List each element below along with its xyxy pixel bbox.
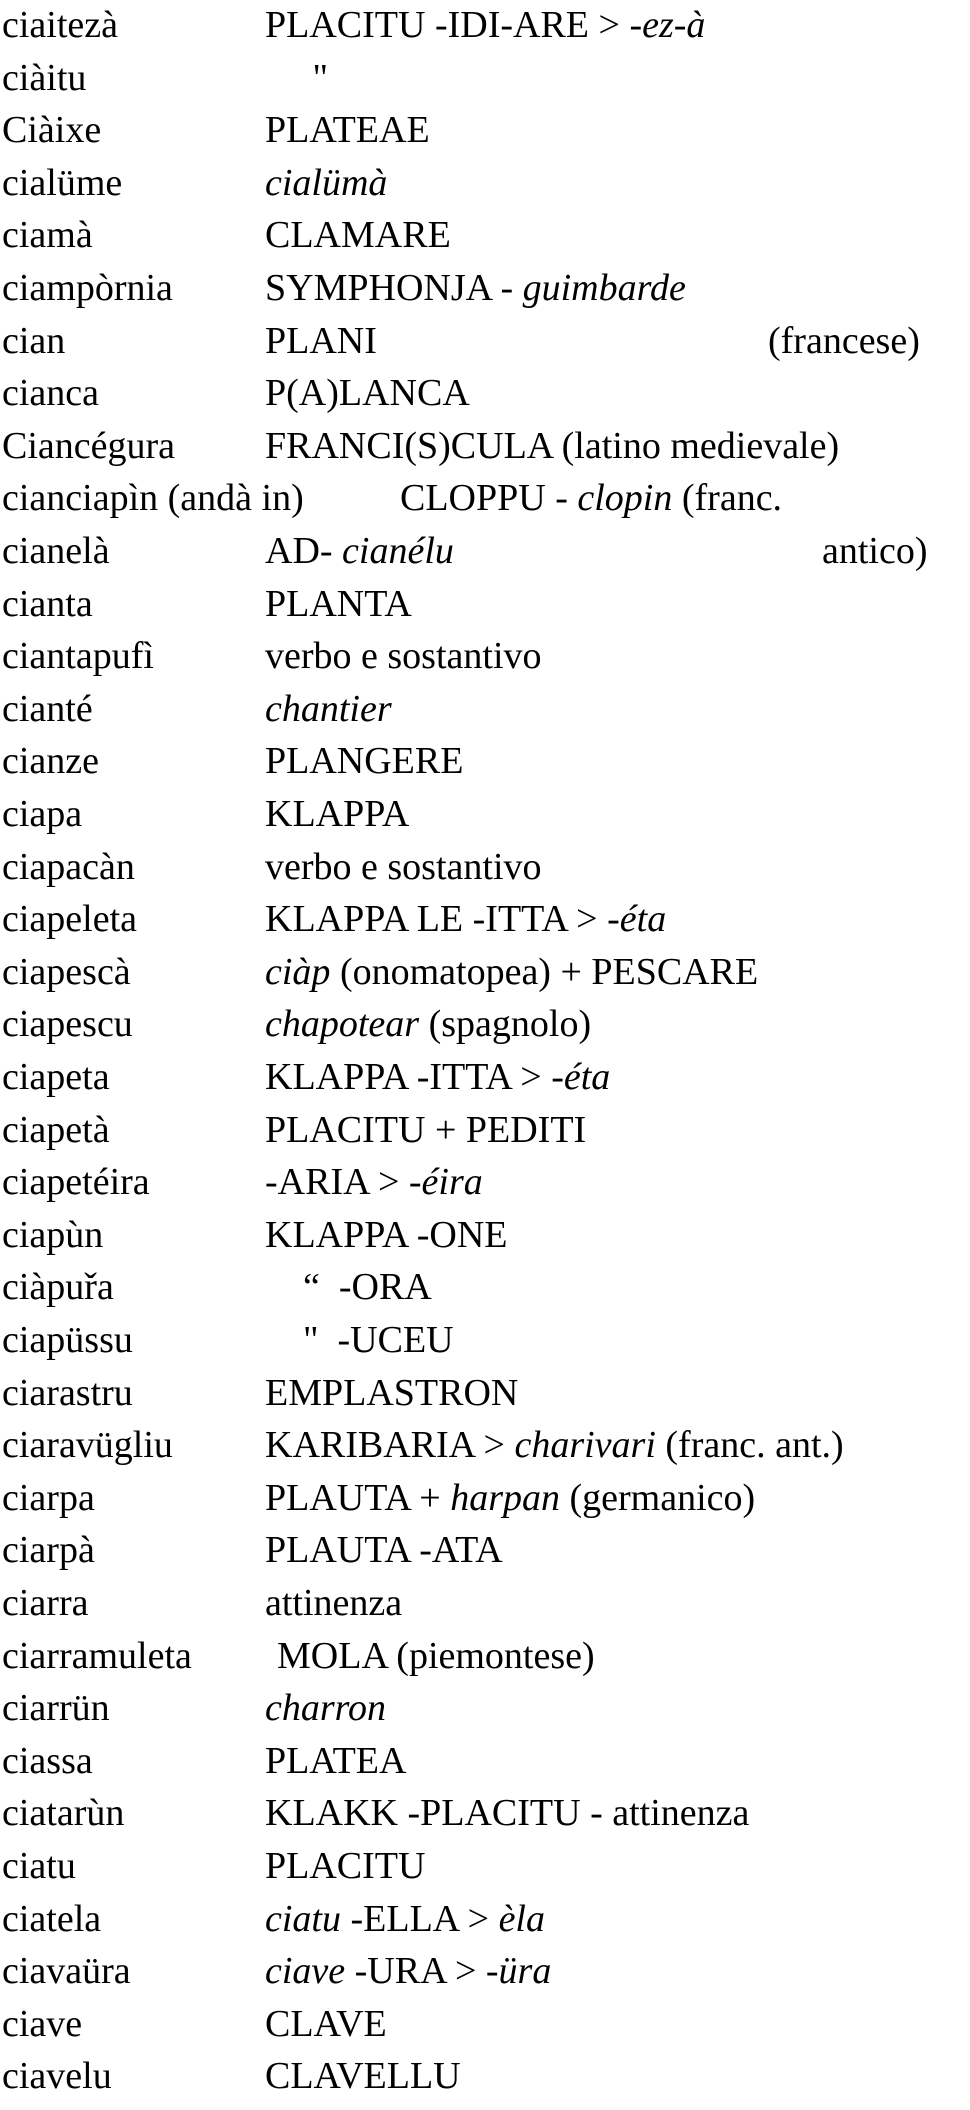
dictionary-entry (0, 999, 970, 1052)
etymology-segment: PLAUTA -ATA (265, 1529, 503, 1572)
entry-term: ciarpa (2, 1476, 95, 1519)
entry-term: ciavelu (2, 2055, 112, 2098)
entry-etymology (265, 372, 470, 415)
etymology-segment: -ARIA > (265, 1161, 409, 1204)
dictionary-entry (0, 947, 970, 1000)
etymology-segment: KLAPPA -ONE (265, 1213, 508, 1256)
entry-term: ciapetà (2, 1108, 110, 1151)
etymology-segment: KLAPPA LE -ITTA > (265, 898, 608, 941)
dictionary-entry (0, 1315, 970, 1368)
dictionary-entry (0, 1210, 970, 1263)
etymology-segment: CLAMARE (265, 214, 451, 257)
dictionary-entry (0, 2051, 970, 2104)
etymology-segment: CLAVELLU (265, 2055, 461, 2098)
entry-etymology (265, 161, 388, 204)
dictionary-entry (0, 1368, 970, 1421)
entry-etymology (265, 1897, 545, 1940)
etymology-italic-segment: chantier (265, 687, 392, 730)
entry-etymology (265, 1371, 519, 1414)
entry-term: ciapacàn (2, 845, 135, 888)
entry-etymology (277, 1634, 595, 1677)
entry-etymology (265, 1529, 503, 1572)
etymology-segment: " (265, 56, 329, 99)
dictionary-entry (0, 1999, 970, 2052)
etymology-segment: KARIBARIA > (265, 1424, 515, 1467)
dictionary-entry (0, 684, 970, 737)
entry-etymology (265, 1687, 387, 1730)
dictionary-entry (0, 368, 970, 421)
etymology-italic-segment: -éta (607, 898, 667, 941)
etymology-italic-segment: cialümà (265, 161, 388, 204)
etymology-segment: EMPLASTRON (265, 1371, 519, 1414)
entry-term: ciave (2, 2002, 83, 2045)
dictionary-entry (0, 210, 970, 263)
dictionary-entry (0, 789, 970, 842)
dictionary-entry (0, 1788, 970, 1841)
entry-etymology (265, 424, 840, 467)
entry-etymology (265, 1792, 750, 1835)
entry-note: antico) (822, 530, 928, 572)
entry-etymology (265, 2055, 461, 2098)
etymology-italic-segment: -éira (408, 1161, 483, 1204)
etymology-segment: verbo e sostantivo (265, 635, 542, 678)
etymology-italic-segment: ciatu (265, 1897, 341, 1940)
etymology-segment: PLAUTA + (265, 1476, 451, 1519)
entry-term: ciarrün (2, 1687, 110, 1730)
etymology-segment: PLANGERE (265, 740, 464, 783)
etymology-segment: PLATEA (265, 1739, 407, 1782)
etymology-segment: CLAVE (265, 2002, 387, 2045)
dictionary-entry (0, 1736, 970, 1789)
entry-term: ciàpuřa (2, 1266, 114, 1309)
entry-etymology (265, 1739, 407, 1782)
entry-etymology (265, 950, 759, 993)
etymology-segment: -URA > (345, 1950, 486, 1993)
etymology-segment: (germanico) (559, 1476, 756, 1519)
entry-term: ciapetéira (2, 1161, 150, 1204)
etymology-segment: " -UCEU (265, 1319, 454, 1361)
entry-etymology (265, 269, 686, 307)
entry-term: ciatu (2, 1845, 76, 1887)
etymology-italic-segment: -ez-à (629, 4, 706, 46)
dictionary-entry (0, 473, 970, 526)
entry-etymology (265, 1058, 610, 1096)
dictionary-entry (0, 53, 970, 106)
entry-term: cianta (2, 582, 93, 625)
etymology-segment: PLANTA (265, 582, 412, 625)
entry-etymology (265, 1161, 483, 1204)
dictionary-entry (0, 1683, 970, 1736)
entry-etymology (265, 56, 329, 99)
etymology-italic-segment: ciàp (265, 950, 331, 993)
entry-etymology (265, 109, 430, 152)
dictionary-entry (0, 1473, 970, 1526)
dictionary-entry (0, 1262, 970, 1315)
entry-etymology (400, 477, 783, 520)
entry-etymology (265, 1847, 425, 1885)
entry-etymology (265, 2002, 387, 2045)
entry-term: ciatarùn (2, 1792, 125, 1835)
etymology-segment: KLAPPA (265, 793, 410, 835)
entry-term: ciapùn (2, 1213, 104, 1256)
etymology-segment: (spagnolo) (419, 1003, 592, 1046)
etymology-segment: FRANCI(S)CULA (latino medievale) (265, 424, 840, 467)
entry-etymology (265, 740, 464, 783)
etymology-segment: MOLA (piemontese) (277, 1634, 595, 1677)
entry-term: ciarastru (2, 1371, 133, 1414)
entry-term: cianciapìn (andà in) (2, 477, 304, 520)
entry-term: cialüme (2, 161, 123, 204)
entry-term: ciapescà (2, 950, 131, 993)
entry-term: cianze (2, 740, 100, 783)
entry-etymology (265, 319, 377, 362)
dictionary-entry (0, 0, 970, 53)
etymology-segment: (onomatopea) + PESCARE (330, 950, 759, 993)
etymology-segment: verbo e sostantivo (265, 845, 542, 888)
etymology-italic-segment: charron (265, 1687, 387, 1730)
entry-etymology (265, 1266, 432, 1309)
entry-etymology (265, 898, 667, 941)
dictionary-entry (0, 316, 970, 369)
dictionary-entry (0, 894, 970, 947)
dictionary-entry (0, 631, 970, 684)
entry-term: ciampòrnia (2, 267, 173, 309)
etymology-segment: PLACITU (265, 1845, 426, 1887)
entry-term: cian (2, 319, 66, 362)
entry-etymology (265, 1213, 508, 1256)
entry-etymology (265, 6, 705, 44)
etymology-segment: CLOPPU - (400, 477, 578, 520)
entry-etymology (265, 1108, 587, 1151)
entry-term: ciaitezà (2, 4, 119, 46)
etymology-italic-segment: -üra (485, 1950, 552, 1993)
etymology-segment: (franc. (672, 477, 783, 520)
entry-term: ciapüssu (2, 1319, 133, 1361)
etymology-segment: (franc. ant.) (655, 1424, 844, 1467)
dictionary-entry (0, 1841, 970, 1894)
etymology-italic-segment: charivari (514, 1424, 656, 1467)
etymology-italic-segment: guimbarde (522, 267, 686, 309)
etymology-segment: PLACITU + PEDITI (265, 1108, 587, 1151)
etymology-italic-segment: -éta (551, 1056, 611, 1098)
entry-etymology (265, 214, 451, 257)
etymology-italic-segment: clopin (577, 477, 673, 520)
entry-term: ciarpà (2, 1529, 95, 1572)
dictionary-entry (0, 263, 970, 316)
entry-etymology (265, 687, 392, 730)
entry-etymology (265, 532, 454, 570)
entry-term: Ciàixe (2, 109, 102, 152)
entry-etymology (265, 1003, 592, 1046)
etymology-italic-segment: cianélu (342, 530, 454, 572)
entry-etymology (265, 1950, 552, 1993)
etymology-segment: SYMPHONJA - (265, 267, 523, 309)
entry-term: cianca (2, 372, 100, 415)
etymology-italic-segment: ciave (265, 1950, 346, 1993)
dictionary-entry (0, 579, 970, 632)
entry-etymology (265, 845, 542, 888)
etymology-segment: PLACITU -IDI-ARE > (265, 4, 630, 46)
dictionary-entry (0, 1105, 970, 1158)
entry-term: ciapeta (2, 1056, 110, 1098)
entry-term: ciantapufì (2, 635, 154, 678)
dictionary-entry (0, 842, 970, 895)
entry-term: ciapeleta (2, 898, 138, 941)
entry-etymology (265, 1476, 756, 1519)
entry-term: ciapescu (2, 1003, 133, 1046)
entry-etymology (265, 635, 542, 678)
etymology-segment: “ -ORA (265, 1266, 432, 1309)
entry-term: ciarra (2, 1582, 89, 1624)
etymology-segment: PLATEAE (265, 109, 430, 152)
dictionary-entry (0, 105, 970, 158)
dictionary-entry (0, 158, 970, 211)
entry-term: ciarramuleta (2, 1634, 192, 1677)
dictionary-entry (0, 1894, 970, 1947)
entry-etymology (265, 1321, 454, 1359)
entry-term: ciaravügliu (2, 1424, 173, 1467)
entry-term: cianté (2, 687, 93, 730)
entry-term: cianelà (2, 530, 110, 572)
entry-etymology (265, 1584, 402, 1622)
entry-etymology (265, 1424, 844, 1467)
dictionary-entry (0, 736, 970, 789)
entry-term: ciavaüra (2, 1950, 131, 1993)
entry-term: Ciancégura (2, 424, 176, 467)
entry-etymology (265, 795, 409, 833)
entry-etymology (265, 582, 412, 625)
entry-term: ciatela (2, 1897, 102, 1940)
etymology-segment: attinenza (265, 1582, 403, 1624)
etymology-segment: P(A)LANCA (265, 372, 470, 415)
etymology-segment: KLAKK -PLACITU - attinenza (265, 1792, 750, 1835)
etymology-segment: PLANI (265, 319, 377, 362)
etymology-segment: KLAPPA -ITTA > (265, 1056, 552, 1098)
etymology-segment: AD- (265, 530, 343, 572)
dictionary-entry (0, 1631, 970, 1684)
entry-term: ciàitu (2, 56, 87, 99)
dictionary-entry (0, 1420, 970, 1473)
dictionary-entry (0, 1157, 970, 1210)
entry-term: ciassa (2, 1739, 93, 1782)
entry-note: (francese) (768, 319, 920, 362)
etymology-italic-segment: chapotear (265, 1003, 420, 1046)
dictionary-entry (0, 1052, 970, 1105)
etymology-italic-segment: èla (498, 1897, 545, 1940)
dictionary-entry (0, 526, 970, 579)
dictionary-entry (0, 421, 970, 474)
etymology-segment: -ELLA > (340, 1897, 499, 1940)
dictionary-entry (0, 1578, 970, 1631)
entry-term: ciamà (2, 214, 93, 257)
entry-term: ciapa (2, 793, 83, 835)
dictionary-entry (0, 1946, 970, 1999)
dictionary-entry (0, 1525, 970, 1578)
etymology-italic-segment: harpan (450, 1476, 560, 1519)
